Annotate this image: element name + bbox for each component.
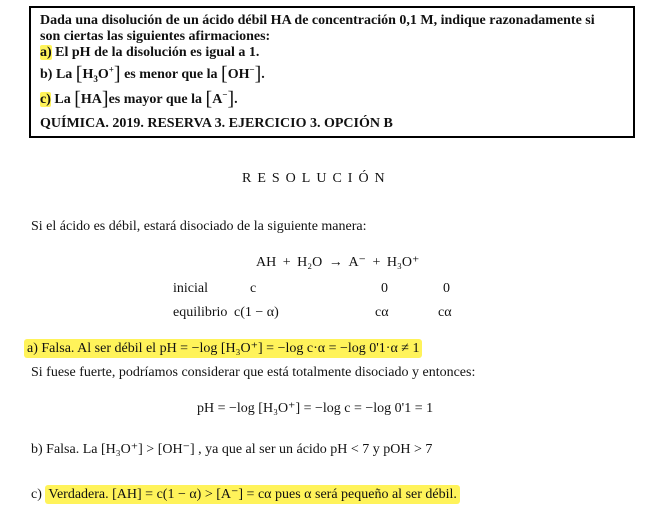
row-inicial-label: inicial [173,281,208,296]
question-intro-line2: son ciertas las siguientes afirmaciones: [40,29,271,44]
answer-b: b) Falsa. La [H₃O⁺] > [OH⁻] , ya que al ser un ácido pH < 7 y pOH > 7 [31,442,433,457]
row-inicial-c: c [250,281,257,296]
strong-acid-text: Si fuese fuerte, podríamos considerar que está totalmente disociado y entonces: [31,365,476,380]
row-equilibrio-h: cα [438,305,452,320]
statement-c-mid: es mayor que la [108,92,203,107]
statement-b: b) La $[H_3O^+]$ es menor que la [OH−]. [40,63,265,85]
answer-a-highlight: a) Falsa. Al ser débil el pH = −log [H₃O⁺] = −log c·α = −log 0'1·α ≠ 1 [24,339,422,358]
statement-a-label: a) [40,45,52,60]
statement-a [40,45,259,61]
answer-a [24,340,422,358]
row-equilibrio-c: c(1 − α) [234,305,279,320]
resolution-title: RESOLUCIÓN [242,171,391,186]
statement-a-text: El pH de la disolución es igual a 1. [51,45,260,60]
reaction-equation: AH + H₂O → A⁻ + H₃O⁺ [256,255,420,270]
source-line: QUÍMICA. 2019. RESERVA 3. EJERCICIO 3. OPCIÓN B [40,116,393,131]
row-inicial-a: 0 [381,281,388,296]
resolution-intro: Si el ácido es débil, estará disociado de la siguiente manera: [31,219,367,234]
question-intro-line1: Dada una disolución de un ácido débil HA de concentración 0,1 M, indique razonadamente si [40,13,595,28]
row-inicial-h: 0 [443,281,450,296]
statement-c-text: La [50,92,71,107]
statement-c-label: c) [40,92,51,107]
statement-c: c) La [HA]es mayor que la [A−]. [40,88,238,110]
statement-b-label: b) La [40,67,73,82]
statement-b-mid: es menor que la [124,67,218,82]
row-equilibrio-label: equilibrio [173,305,228,320]
answer-c-highlight: Verdadera. [AH] = c(1 − α) > [A⁻] = cα pues α será pequeño al ser débil. [45,485,460,504]
answer-c [31,486,460,504]
question-box [29,6,635,138]
strong-acid-formula: pH = −log [H₃O⁺] = −log c = −log 0'1 = 1 [197,401,434,416]
answer-c-prefix: c) [31,487,46,502]
row-equilibrio-a: cα [375,305,389,320]
